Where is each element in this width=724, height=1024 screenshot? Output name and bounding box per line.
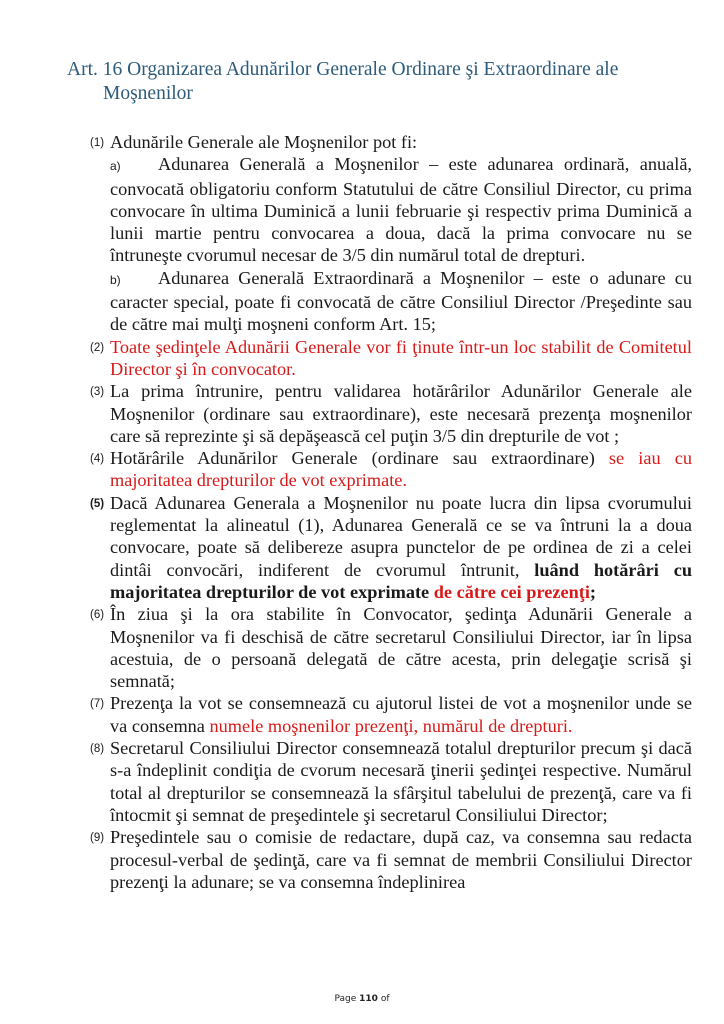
bold-tail: ; — [589, 581, 596, 602]
paragraph-text: La prima întrunire, pentru validarea hotărârilor Adunărilor Generale ale Moşnenilor (ordinare sau extraordinare), este necesară prezenţa moşnenilor care să reprezinte şi să depăşească cel puţin 3/5 din drepturile de vot ; — [110, 381, 692, 446]
footer-suffix: of — [377, 994, 390, 1004]
paragraph-4 — [90, 447, 692, 492]
paragraph-text: Adunările Generale ale Moşnenilor pot fi: — [110, 132, 418, 152]
article-heading: Art. 16 Organizarea Adunărilor Generale Ordinare şi Extraordinare ale Moşnenilor — [67, 59, 619, 104]
paragraph-9 — [90, 826, 692, 893]
page-footer — [0, 994, 724, 1004]
paragraph-number: (1) — [90, 137, 105, 149]
article-body — [90, 131, 692, 893]
paragraph-text: Hotărârile Adunărilor Generale (ordinare sau extraordinare) — [110, 448, 609, 469]
paragraph-number: (9) — [90, 832, 105, 845]
paragraph-text: Preşedintele sau o comisie de redactare, după caz, va consemna sau redacta procesul-verbal de şedinţă, care va fi semnat de membrii Consiliului Director prezenţi la adunare; se va consemna îndeplinirea — [110, 827, 692, 892]
paragraph-number: (2) — [90, 341, 105, 354]
subitem-marker: b) — [110, 272, 121, 287]
paragraph-text: Prezenţa la vot se consemnează cu ajutorul listei de vot a moşnenilor unde se va consemna — [110, 693, 692, 736]
subitem-text: Adunarea Generală a Moşnenilor – este adunarea ordinară, anuală, convocată obligatoriu conform Statutului de către Consiliul Director, cu prima convocare în ultima Duminică a lunii februarie şi respectiv prima Duminică a lunii martie pentru convocarea a doua, dacă la prima convocare nu se întruneşte cvorumul necesar de 3/5 din numărul total de drepturi. — [110, 154, 692, 266]
bold-highlighted-text: de către cei prezenţi — [433, 581, 590, 602]
subitem-marker: a) — [110, 159, 121, 174]
paragraph-text: În ziua şi la ora stabilite în Convocator, şedinţa Adunării Generale a Moşnenilor va fi deschisă de către secretarul Consiliului Director, iar în lipsa acestuia, de o persoană delegată de către acesta, prin delegaţie scrisă şi semnată; — [110, 604, 692, 692]
highlighted-text: numele moşnenilor prezenţi, numărul de drepturi. — [209, 715, 573, 736]
paragraph-number: (7) — [90, 698, 105, 711]
highlighted-text: se iau cu majoritatea drepturilor de vot exprimate. — [110, 448, 692, 491]
paragraph-5 — [90, 492, 692, 603]
paragraph-number: (4) — [90, 453, 105, 466]
highlighted-text: Toate şedinţele Adunării Generale vor fi ţinute într-un loc stabilit de Comitetul Director şi în convocator. — [110, 336, 692, 379]
paragraph-number: (5) — [90, 497, 105, 510]
subitem-a — [90, 153, 692, 266]
paragraph-3 — [90, 380, 692, 447]
paragraph-7 — [90, 692, 692, 737]
paragraph-8 — [90, 737, 692, 826]
footer-prefix: Page — [334, 994, 360, 1004]
paragraph-number: (3) — [90, 386, 105, 399]
paragraph-number: (8) — [90, 743, 105, 756]
page-number: 110 — [359, 994, 378, 1004]
paragraph-6 — [90, 603, 692, 692]
paragraph-1 — [90, 131, 692, 153]
paragraph-text: Dacă Adunarea Generala a Moşnenilor nu poate lucra din lipsa cvorumului reglementat la alineatul (1), Adunarea Generală ce se va întruni la a doua convocare, poate să delibereze asupra punctelor de pe ordinea de zi a celei dintâi convocări, indiferent de cvorumul întrunit, — [110, 492, 692, 580]
bold-text: luând hotărâri cu majoritatea drepturilor de vot exprimate — [110, 559, 692, 602]
paragraph-number: (6) — [90, 609, 105, 622]
subitem-text: Adunarea Generală Extraordinară a Moşnenilor – este o adunare cu caracter special, poate fi convocată de către Consiliul Director /Preşedinte sau de către mai mulţi moşneni conform Art. 15; — [110, 267, 692, 335]
paragraph-2 — [90, 336, 692, 381]
paragraph-text: Secretarul Consiliului Director consemnează totalul drepturilor precum şi dacă s-a îndeplinit condiţia de cvorum necesară ţinerii şedinţei respective. Numărul total al drepturilor se consemnează la sfârşitul tabelului de prezenţă, care va fi întocmit şi semnat de preşedintele şi secretarul Consiliului Director; — [110, 738, 692, 825]
subitem-b — [90, 267, 692, 336]
